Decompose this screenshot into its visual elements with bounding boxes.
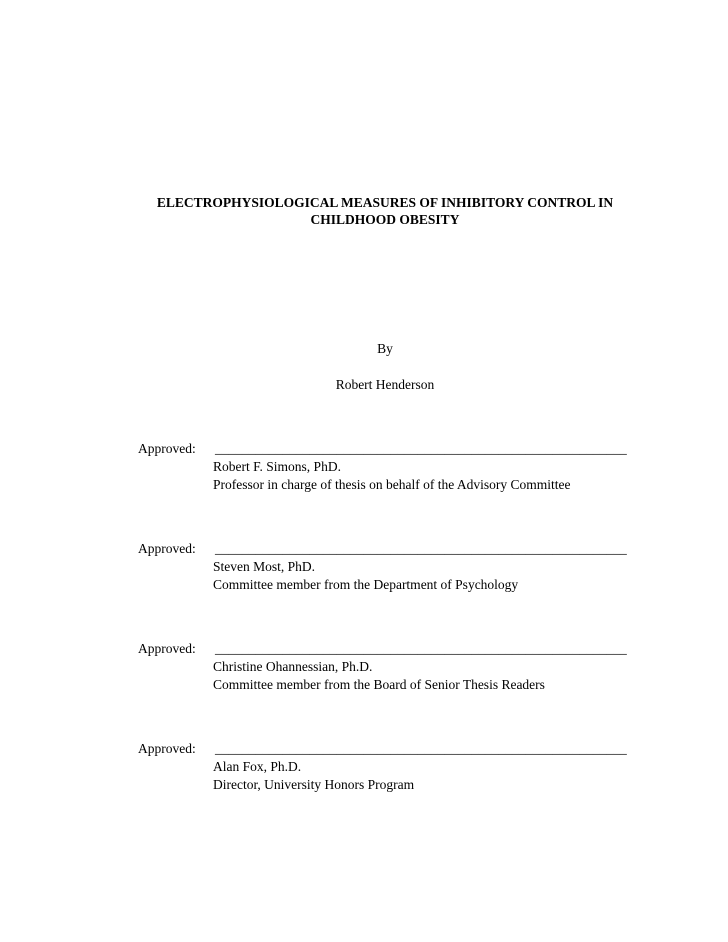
approver-name: Robert F. Simons, PhD. xyxy=(213,459,341,474)
signature-line: _____________________________________________________________ xyxy=(215,541,627,556)
approval-label: Approved: xyxy=(138,441,196,456)
author-name: Robert Henderson xyxy=(335,377,435,392)
approver-role: Director, University Honors Program xyxy=(213,777,415,792)
thesis-title-line-1: ELECTROPHYSIOLOGICAL MEASURES OF INHIBITORY CONTROL IN xyxy=(156,195,614,210)
approver-role: Committee member from the Department of Psychology xyxy=(213,577,519,592)
signature-line: _____________________________________________________________ xyxy=(215,741,627,756)
approver-name: Steven Most, PhD. xyxy=(213,559,316,574)
thesis-title-line-2: CHILDHOOD OBESITY xyxy=(310,212,460,227)
thesis-title xyxy=(120,194,650,228)
approver-role: Committee member from the Board of Senior Thesis Readers xyxy=(213,677,545,692)
approver-role: Professor in charge of thesis on behalf of the Advisory Committee xyxy=(213,477,571,492)
approval-label: Approved: xyxy=(138,641,196,656)
signature-line: _____________________________________________________________ xyxy=(215,441,627,456)
approver-name: Christine Ohannessian, Ph.D. xyxy=(213,659,373,674)
approval-label: Approved: xyxy=(138,741,196,756)
by-label: By xyxy=(377,341,393,356)
approval-label: Approved: xyxy=(138,541,196,556)
approver-name: Alan Fox, Ph.D. xyxy=(213,759,302,774)
signature-line: _____________________________________________________________ xyxy=(215,641,627,656)
